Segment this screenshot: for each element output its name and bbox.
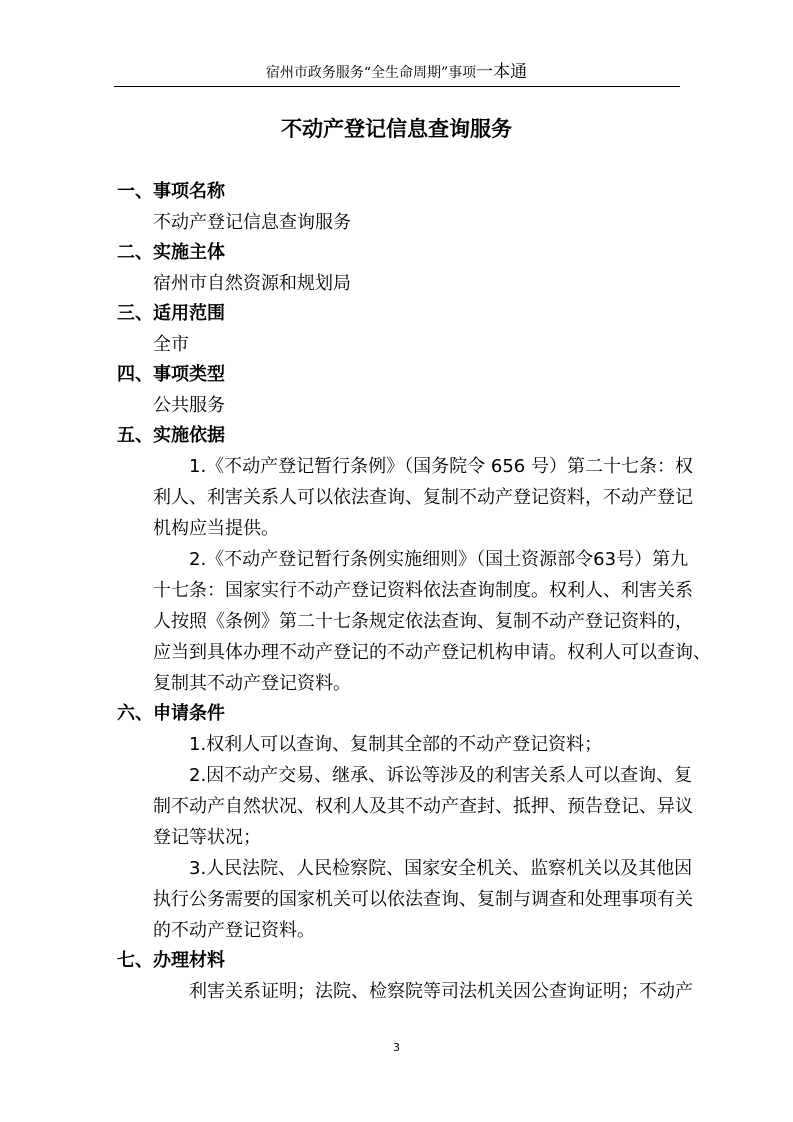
paragraph — [117, 544, 711, 699]
paragraph-line: 利人、利害关系人可以依法查询、复制不动产登记资料，不动产登记 — [153, 487, 693, 508]
document-body — [117, 177, 711, 1007]
paragraph-line: 2.因不动产交易、继承、诉讼等涉及的利害关系人可以查询、复 — [189, 765, 693, 786]
paragraph — [117, 976, 693, 1007]
section-heading: 七、办理材料 — [117, 950, 225, 971]
paragraph-line: 制不动产自然状况、权利人及其不动产查封、抵押、预告登记、异议 — [153, 796, 693, 817]
paragraph — [117, 760, 693, 853]
section-heading: 一、事项名称 — [117, 181, 225, 202]
running-header-suffix: 一本通 — [476, 62, 528, 82]
section-content: 全市 — [153, 334, 189, 355]
paragraph-line: 登记等状况； — [153, 827, 261, 848]
section-item-type — [117, 360, 683, 421]
paragraph-line: 人按照《条例》第二十七条规定依法查询、复制不动产登记资料的， — [153, 611, 693, 632]
section-heading: 四、事项类型 — [117, 364, 225, 385]
section-heading: 五、实施依据 — [117, 425, 225, 446]
paragraph-line: 应当到具体办理不动产登记的不动产登记机构申请。权利人可以查询、 — [153, 642, 711, 663]
running-header-text: 宿州市政务服务“全生命周期”事项 — [265, 65, 477, 81]
page-number: 3 — [393, 1041, 400, 1054]
paragraph-line: 的不动产登记资料。 — [153, 920, 315, 941]
section-heading: 三、适用范围 — [117, 303, 225, 324]
section-heading: 六、申请条件 — [117, 703, 225, 724]
paragraph-line: 利害关系证明；法院、检察院等司法机关因公查询证明；不动产 — [189, 981, 693, 1002]
paragraph — [117, 729, 683, 760]
section-scope — [117, 299, 683, 360]
section-item-name — [117, 177, 683, 238]
paragraph-line: 1.《不动产登记暂行条例》（国务院令 656 号）第二十七条：权 — [189, 456, 693, 477]
section-legal-basis — [117, 421, 711, 699]
paragraph-line: 执行公务需要的国家机关可以依法查询、复制与调查和处理事项有关 — [153, 889, 693, 910]
section-application-conditions — [117, 699, 693, 946]
section-required-materials — [117, 946, 693, 1007]
running-header — [0, 62, 793, 83]
document-title: 不动产登记信息查询服务 — [281, 117, 512, 141]
section-content: 公共服务 — [153, 395, 225, 416]
paragraph — [117, 853, 693, 946]
paragraph — [117, 451, 693, 544]
header-rule — [114, 86, 680, 87]
paragraph-line: 1.权利人可以查询、复制其全部的不动产登记资料； — [189, 734, 603, 755]
paragraph-line: 3.人民法院、人民检察院、国家安全机关、监察机关以及其他因 — [189, 858, 693, 879]
paragraph-line: 2.《不动产登记暂行条例实施细则》（国土资源部令63号）第九 — [189, 549, 689, 570]
paragraph-line: 机构应当提供。 — [153, 518, 279, 539]
paragraph-line: 复制其不动产登记资料。 — [153, 673, 351, 694]
section-implementing-body — [117, 238, 683, 299]
section-content: 宿州市自然资源和规划局 — [153, 273, 351, 294]
paragraph-line: 十七条：国家实行不动产登记资料依法查询制度。权利人、利害关系 — [153, 580, 693, 601]
section-content: 不动产登记信息查询服务 — [153, 212, 351, 233]
section-heading: 二、实施主体 — [117, 242, 225, 263]
